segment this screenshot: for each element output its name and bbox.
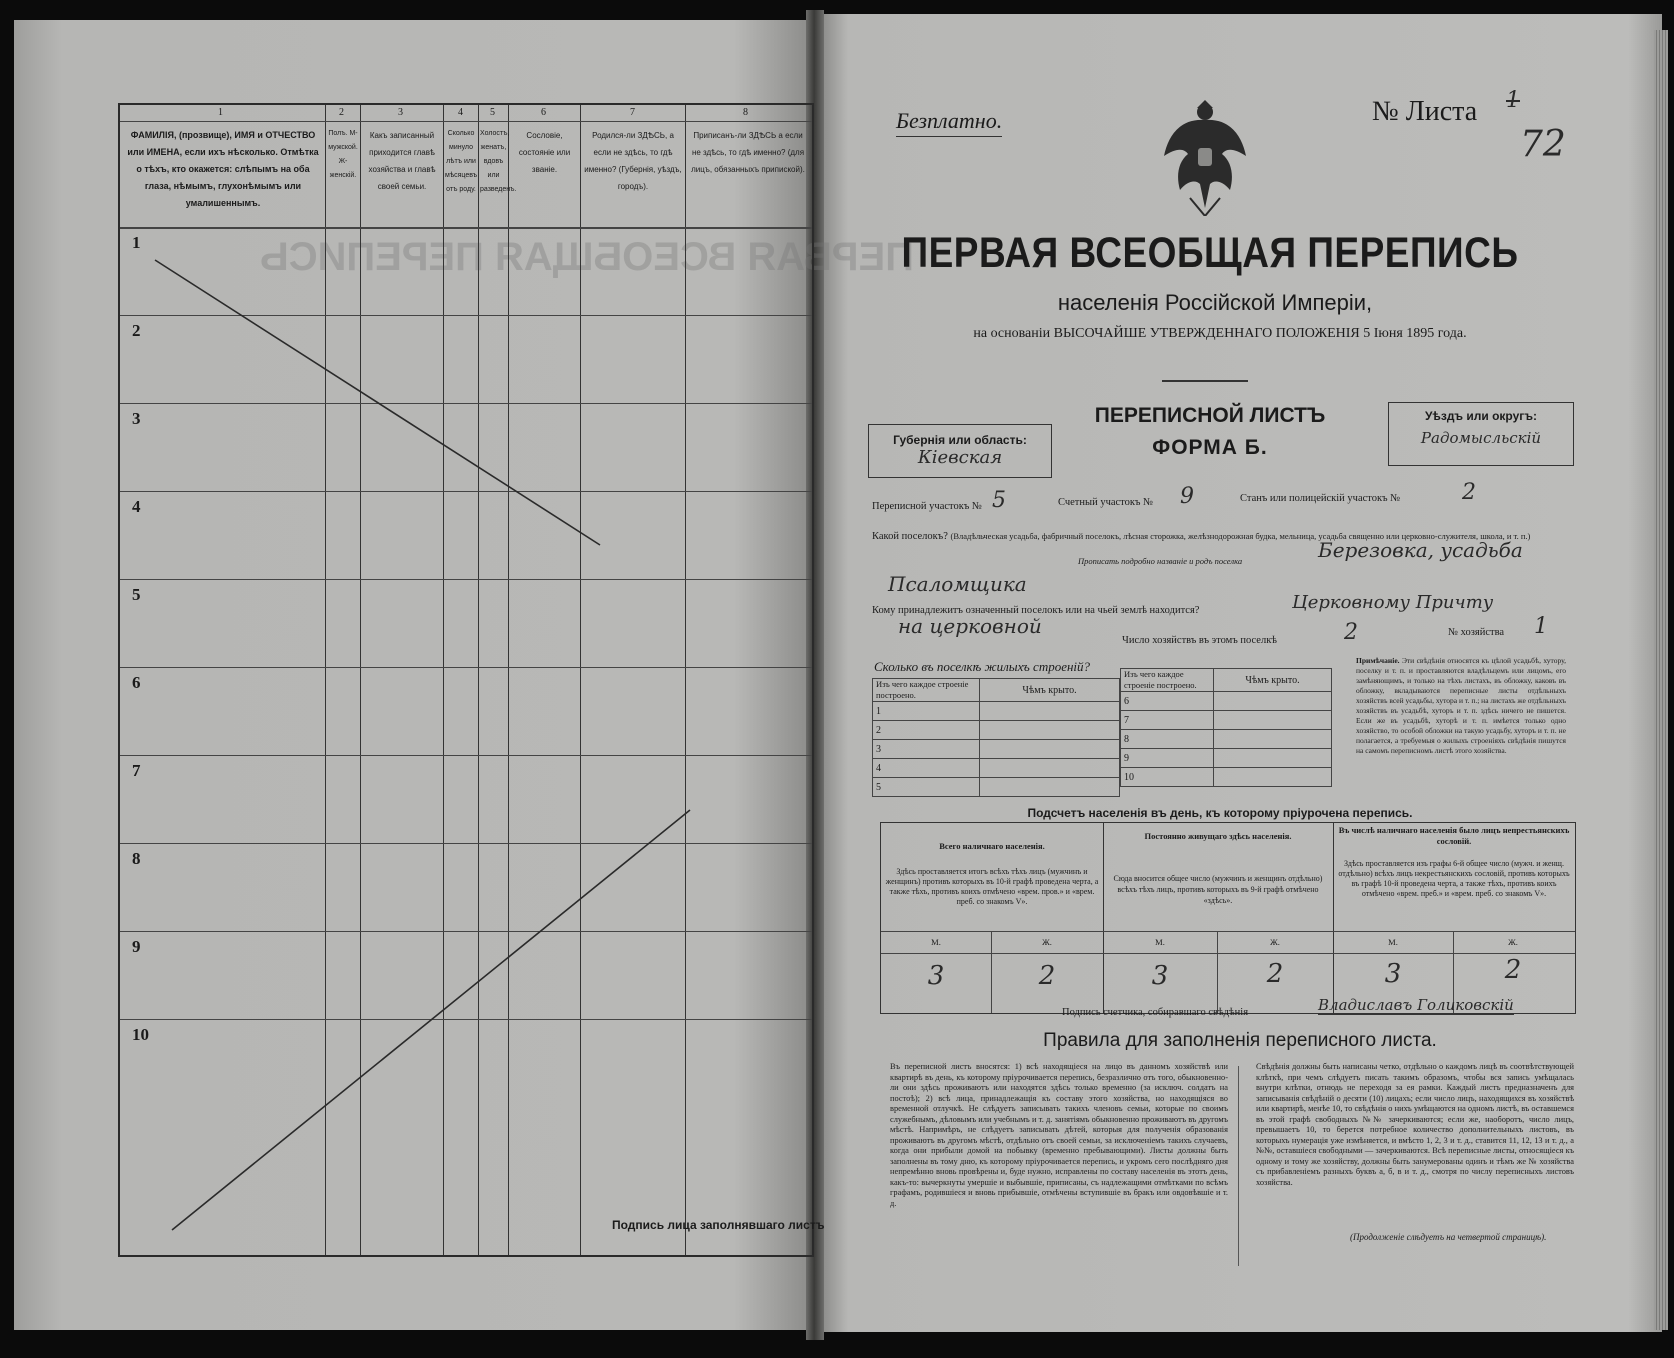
buildings-table-right — [1120, 668, 1332, 787]
sex-m-label: М. — [931, 937, 941, 947]
col-header-sex: Полъ. М-мужской. Ж-женскій. — [328, 130, 358, 179]
household-no-value: 1 — [1534, 614, 1548, 639]
province-box — [868, 424, 1052, 478]
rules-divider — [1238, 1066, 1239, 1266]
buildings-row: 1 — [873, 702, 980, 721]
buildings-row: 8 — [1121, 730, 1214, 749]
district-label: Уѣздъ или округъ: — [1424, 409, 1538, 423]
tally-desc-nonpeasant: Здѣсь проставляется изъ графы 6-й общее число (мужч. и женщ. отдѣльно) всѣхъ лицъ некрестьянскихъ сословій, противъ которыхъ въ графѣ 10-й проведена черта, а также тѣхъ, противъ коихъ отмѣчено «врем. преб.» и «врем. преб. со знакомъ V». — [1338, 859, 1570, 898]
sheet-number-value: 72 — [1520, 124, 1566, 165]
tally-total-m: 3 — [927, 961, 945, 991]
row-number-10: 10 — [132, 1025, 149, 1044]
row-number-7: 7 — [132, 761, 141, 780]
continued-note: (Продолженіе слѣдуетъ на четвертой страницѣ). — [1350, 1232, 1547, 1242]
enumerator-label: Подпись счетчика, собиравшаго свѣдѣнія — [1062, 1007, 1249, 1018]
household-no-label: № хозяйства — [1448, 627, 1505, 638]
tally-permanent-f: 2 — [1266, 959, 1284, 989]
note-text: Эти свѣдѣнія относятся къ цѣлой усадьбѣ, хутору, поселку и т. п. и проставляются владѣльцемъ или лицомъ, его замѣняющимъ, и только на тѣхъ листахъ, въ обложку, каковъ въ обложку, вкладываются переписные листы отдѣльныхъ хозяйствъ всей усадьбы, хутора и т. п.; на листахъ же отдѣльныхъ хозяйствъ въ усадьбѣ, хуторъ и т. п. здѣсь ничего не пишется. Если же въ усадьбѣ, хуторѣ и т. п. имѣется только одно хозяйство, то особой обложки на такую усадьбу, хуторъ и т. п. не полагается, а требуемыя о жилыхъ строеніяхъ свѣдѣнія пишутся на самомъ переписномъ листѣ этого хозяйства. — [1356, 656, 1567, 755]
stan-label: Станъ или полицейскій участокъ № — [1240, 493, 1401, 504]
row-number-9: 9 — [132, 937, 141, 956]
owner-label: Кому принадлежитъ означенный поселокъ или на чьей землѣ находится? — [872, 605, 1200, 616]
col-number-2: 2 — [339, 107, 344, 118]
note-box — [1356, 656, 1566, 756]
left-signature-label: Подпись лица заполнявшаго листъ — [612, 1218, 825, 1232]
census-title: ПЕРВАЯ ВСЕОБЩАЯ ПЕРЕПИСЬ — [901, 228, 1519, 276]
col-header-marital: Холостъ, женатъ, вдовъ или разведенъ. — [480, 130, 517, 193]
buildings-table-left — [872, 678, 1120, 797]
province-label: Губернія или область: — [893, 433, 1027, 447]
tally-col-permanent: Постоянно живущаго здѣсь населенія. — [1144, 831, 1292, 841]
sex-f-label: Ж. — [1270, 937, 1280, 947]
census-subtitle: населенія Россійской Имперіи, — [1057, 290, 1373, 315]
tally-col-total: Всего наличнаго населенія. — [939, 841, 1045, 851]
households-count-value: 2 — [1344, 620, 1358, 645]
settlement-value-2: Псаломщика — [888, 572, 1027, 596]
row-number-1: 1 — [132, 233, 141, 252]
settlement-label: Какой поселокъ? — [872, 531, 948, 542]
buildings-col-roof: Чѣмъ крыто. — [980, 679, 1120, 702]
enumerator-signature: Владиславъ Голиковскій — [1318, 996, 1514, 1014]
census-district-value: 5 — [992, 488, 1006, 513]
stan-value: 2 — [1462, 480, 1476, 505]
rules-title: Правила для заполненія переписного листа. — [1043, 1030, 1437, 1051]
buildings-label: Сколько въ поселкѣ жилыхъ строеній? — [874, 659, 1091, 674]
col-header-name: ФАМИЛІЯ, (прозвище), ИМЯ и ОТЧЕСТВО или ИМЕНА, если ихъ нѣсколько. Отмѣтка о тѣхъ, кто окажется: слѣпымъ на оба глаза, нѣмымъ, глухонѣмымъ или умалишеннымъ. — [127, 130, 319, 208]
buildings-row: 10 — [1121, 768, 1214, 787]
free-label: Безплатно. — [896, 108, 1002, 137]
sex-m-label: М. — [1155, 937, 1165, 947]
tally-desc-total: Здѣсь проставляется итогъ всѣхъ тѣхъ лицъ (мужчинъ и женщинъ) противъ которыхъ въ 10-й графѣ проведена черта, а также тѣхъ, противъ коихъ отмѣчено «врем. пров.» и «врем. преб. со знакомъ V». — [885, 867, 1099, 906]
col-header-relation: Какъ записанный приходится главѣ хозяйства и главѣ своей семьи. — [368, 131, 436, 191]
sex-f-label: Ж. — [1508, 937, 1518, 947]
census-basis: на основаніи ВЫСОЧАЙШЕ УТВЕРЖДЕННАГО ПОЛОЖЕНІЯ 5 Іюня 1895 года. — [973, 326, 1467, 341]
col-number-4: 4 — [458, 107, 463, 118]
col-header-registration: Приписанъ-ли ЗДѢСЬ а если не здѣсь, то гдѣ именно? (для лицъ, обязанныхъ припиской). — [691, 131, 805, 174]
buildings-row: 2 — [873, 721, 980, 740]
row-number-2: 2 — [132, 321, 141, 340]
settlement-hint: (Владѣльческая усадьба, фабричный поселокъ, лѣсная сторожка, желѣзнодорожная будка, мельница, усадьба священно или церковно-служителя, школа, и т. п.) — [950, 531, 1531, 541]
col-number-6: 6 — [541, 107, 546, 118]
tally-total-f: 2 — [1038, 961, 1056, 991]
tally-col-nonpeasant: Въ числѣ наличнаго населенія было лицъ непрестьянскихъ сословій. — [1338, 825, 1570, 846]
buildings-row: 3 — [873, 740, 980, 759]
sex-f-label: Ж. — [1042, 937, 1052, 947]
buildings-row: 7 — [1121, 711, 1214, 730]
owner-value-2: на церковной — [898, 614, 1042, 638]
buildings-row: 5 — [873, 778, 980, 797]
households-count-label: Число хозяйствъ въ этомъ поселкѣ — [1122, 635, 1277, 646]
row-number-8: 8 — [132, 849, 141, 868]
tally-nonpeasant-f: 2 — [1504, 955, 1522, 985]
sheet-number-label: № Листа — [1372, 96, 1478, 127]
col-number-5: 5 — [490, 107, 495, 118]
owner-value-1: Церковному Причту — [1292, 592, 1494, 613]
col-header-age: Сколько минуло лѣтъ или мѣсяцевъ отъ роду. — [445, 130, 478, 193]
settlement-value-1: Березовка, усадьба — [1318, 538, 1523, 562]
col-header-estate: Сословіе, состояніе или званіе. — [518, 131, 571, 174]
tally-title: Подсчетъ населенія въ день, къ которому пріурочена перепись. — [1027, 806, 1413, 820]
row-number-6: 6 — [132, 673, 141, 692]
buildings-col-roof: Чѣмъ крыто. — [1214, 669, 1332, 692]
census-district-label: Переписной участокъ № — [872, 501, 982, 512]
buildings-col-material: Изъ чего каждое строеніе построено. — [1121, 669, 1214, 692]
row-number-5: 5 — [132, 585, 141, 604]
tally-table — [880, 822, 1576, 1014]
title-divider — [1162, 380, 1248, 382]
tally-permanent-m: 3 — [1151, 961, 1169, 991]
form-title: ПЕРЕПИСНОЙ ЛИСТЪ — [1094, 404, 1326, 427]
imperial-eagle-icon — [1160, 98, 1250, 216]
col-header-birthplace: Родился-ли ЗДѢСЬ, а если не здѣсь, то гдѣ именно? (Губернія, уѣздъ, городъ). — [584, 131, 682, 191]
counting-district-label: Счетный участокъ № — [1058, 497, 1154, 508]
sheet-number-crossed: 1 — [1506, 88, 1520, 113]
rules-left: Въ переписной листъ вносятся: 1) всѣ находящіеся на лицо въ данномъ хозяйствѣ или квартирѣ въ день, къ которому пріурочивается перепись, безразлично отъ того, обыкновенно-ли они здѣсь проживаютъ или находятся здѣсь только временно (за исключ. солдатъ на постоѣ); 2) всѣ лица, принадлежащія къ составу этого хозяйства, но находящіяся во временной отлучкѣ. Не слѣдуетъ записывать такихъ членовъ семьи, которые по своимъ служебнымъ, дѣловымъ или учебнымъ и т. д. занятіямъ обыкновенно проживаютъ въ другомъ мѣстѣ. Напримѣръ, не слѣдуетъ записывать дѣтей, которыя для полученія образованія проживаютъ въ другомъ мѣстѣ, отдѣльно отъ своей семьи, за исключеніемъ такихъ случаевъ, когда они прибыли домой на побывку (временно пребывающими). Листы должны быть заполнены въ тому дню, къ которому пріурочивается перепись, и укромъ сего послѣдняго дня непремѣнно вновь провѣрены и, буде нужно, исправлены по составу населенія въ этотъ день, какъ-то: вычеркнуты умершіе и выбывшіе, приписаны, съ надлежащими отмѣтками по всѣмъ графамъ, родившіеся и вновь прибывшіе, отмѣчены вступившіе въ бракъ или овдовѣвшіе и т. д. — [890, 1062, 1228, 1208]
buildings-row: 6 — [1121, 692, 1214, 711]
settlement-hint-2: Прописать подробно названіе и родъ поселка — [1078, 556, 1243, 566]
buildings-col-material: Изъ чего каждое строеніе построено. — [873, 679, 980, 702]
row-number-3: 3 — [132, 409, 141, 428]
note-title: Примѣчаніе. — [1356, 656, 1400, 665]
rules-right: Свѣдѣнія должны быть написаны четко, отдѣльно о каждомъ лицѣ въ соотвѣтствующей клѣткѣ, при чемъ слѣдуетъ писать такимъ образомъ, чтобы вся запись умѣщалась внутри клѣтки, отнюдь не переходя за ея рамки. Каждый листъ предназначенъ для записыванія свѣдѣній о десяти (10) лицахъ; если число лицъ, находящихся въ хозяйствѣ или квартирѣ, менѣе 10, то свѣдѣнія о нихъ умѣщаются на одномъ листѣ, въ оставшемся въ этой графѣ свободныхъ №№ зачеркиваются; если же, наоборотъ, число лицъ, превышаетъ 10, то берется потребное количество дополнительныхъ листовъ, въ которыхъ нумерація уже измѣняется, и вмѣсто 1, 2, 3 и т. д., ставится 11, 12, 13 и т. д., а №№, оставшіеся свободными — зачеркиваются. Всѣ переписные листы, относящіеся къ одному и тому же хозяйству, должны быть занумерованы одинъ и тѣмъ же № хозяйства съ прибавленіемъ разныхъ буквъ а, б, в и т. д., смотря по числу переписныхъ листовъ хозяйства. — [1256, 1062, 1574, 1187]
col-number-3: 3 — [398, 107, 403, 118]
bleed-through-title: ПЕРВАЯ ВСЕОБЩАЯ ПЕРЕПИСЬ — [260, 235, 914, 279]
counting-district-value: 9 — [1180, 484, 1194, 509]
col-number-8: 8 — [743, 107, 748, 118]
buildings-row: 4 — [873, 759, 980, 778]
tally-desc-permanent: Сюда вносится общее число (мужчинъ и женщинъ отдѣльно) всѣхъ тѣхъ лицъ, противъ которыхъ въ 9-й графѣ отмѣчено «здѣсь». — [1113, 874, 1323, 905]
district-box — [1388, 402, 1574, 466]
buildings-row: 9 — [1121, 749, 1214, 768]
tally-nonpeasant-m: 3 — [1384, 959, 1402, 989]
form-subtitle: ФОРМА Б. — [1152, 436, 1268, 459]
col-number-7: 7 — [630, 107, 635, 118]
province-value: Кіевская — [917, 447, 1003, 468]
col-number-1: 1 — [218, 107, 223, 118]
district-value: Радомысльскій — [1420, 429, 1542, 447]
row-number-4: 4 — [132, 497, 141, 516]
sex-m-label: М. — [1388, 937, 1398, 947]
